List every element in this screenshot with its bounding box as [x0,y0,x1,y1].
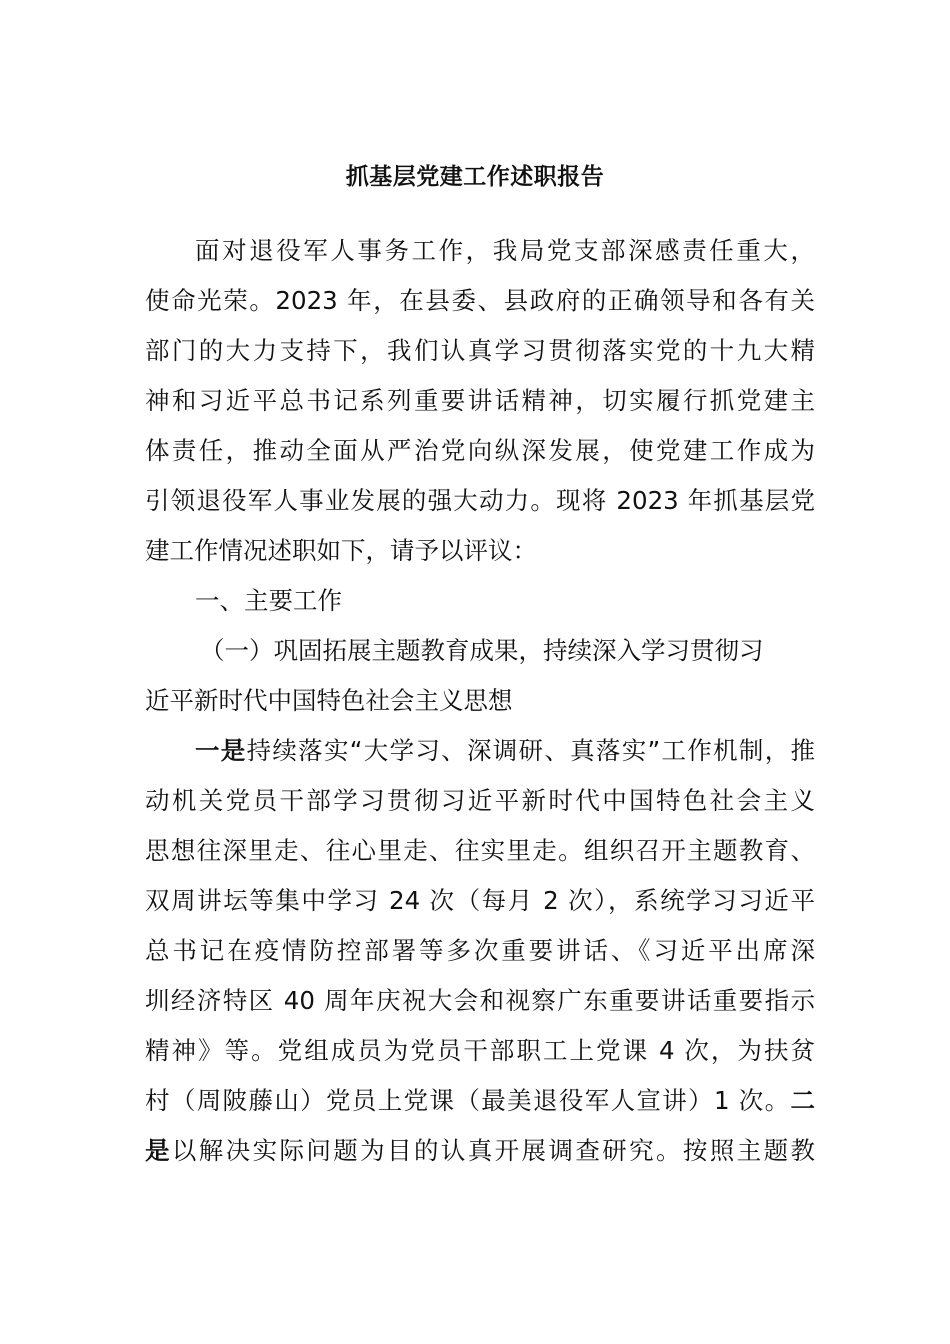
paragraph-line: 神和习近平总书记系列重要讲话精神，切实履行抓党建主 [145,386,815,415]
paragraph-text: 持续落实“大学习、深调研、真落实”工作机制，推 [246,736,815,765]
paragraph-line: 建工作情况述职如下，请予以评议： [145,536,537,565]
paragraph-line: 使命光荣。2023 年，在县委、县政府的正确领导和各有关 [145,286,815,315]
paragraph-line: 圳经济特区 40 周年庆祝大会和视察广东重要讲话重要指示 [145,986,815,1015]
paragraph-line [145,1076,815,1126]
document-title: 抓基层党建工作述职报告 [345,164,605,190]
point-lead-first: 一是 [195,736,247,765]
paragraph-line: 双周讲坛等集中学习 24 次（每月 2 次），系统学习习近平 [145,886,815,915]
paragraph-text: 以解决实际问题为目的认真开展调查研究。按照主题教 [171,1136,816,1165]
paragraph-line: 总书记在疫情防控部署等多次重要讲话、《习近平出席深 [145,936,815,965]
section-heading: 一、主要工作 [195,586,342,615]
subsection-heading-line: （一）巩固拓展主题教育成果，持续深入学习贯彻习 [200,636,764,665]
paragraph-text: 村（周陂藤山）党员上党课（最美退役军人宣讲）1 次。 [145,1086,791,1115]
paragraph-line [195,726,815,776]
paragraph-line: 动机关党员干部学习贯彻习近平新时代中国特色社会主义 [145,786,815,815]
paragraph-line: 面对退役军人事务工作，我局党支部深感责任重大， [195,236,815,265]
paragraph-line: 思想往深里走、往心里走、往实里走。组织召开主题教育、 [145,836,815,865]
point-lead-second: 二 [790,1086,815,1115]
paragraph-line: 精神》等。党组成员为党员干部职工上党课 4 次，为扶贫 [145,1036,815,1065]
paragraph-line [145,1126,815,1176]
paragraph-line: 部门的大力支持下，我们认真学习贯彻落实党的十九大精 [145,336,815,365]
subsection-heading-line: 近平新时代中国特色社会主义思想 [145,686,513,715]
paragraph-line: 引领退役军人事业发展的强大动力。现将 2023 年抓基层党 [145,486,815,515]
point-lead-second-cont: 是 [145,1136,172,1165]
paragraph-line: 体责任，推动全面从严治党向纵深发展，使党建工作成为 [145,436,815,465]
